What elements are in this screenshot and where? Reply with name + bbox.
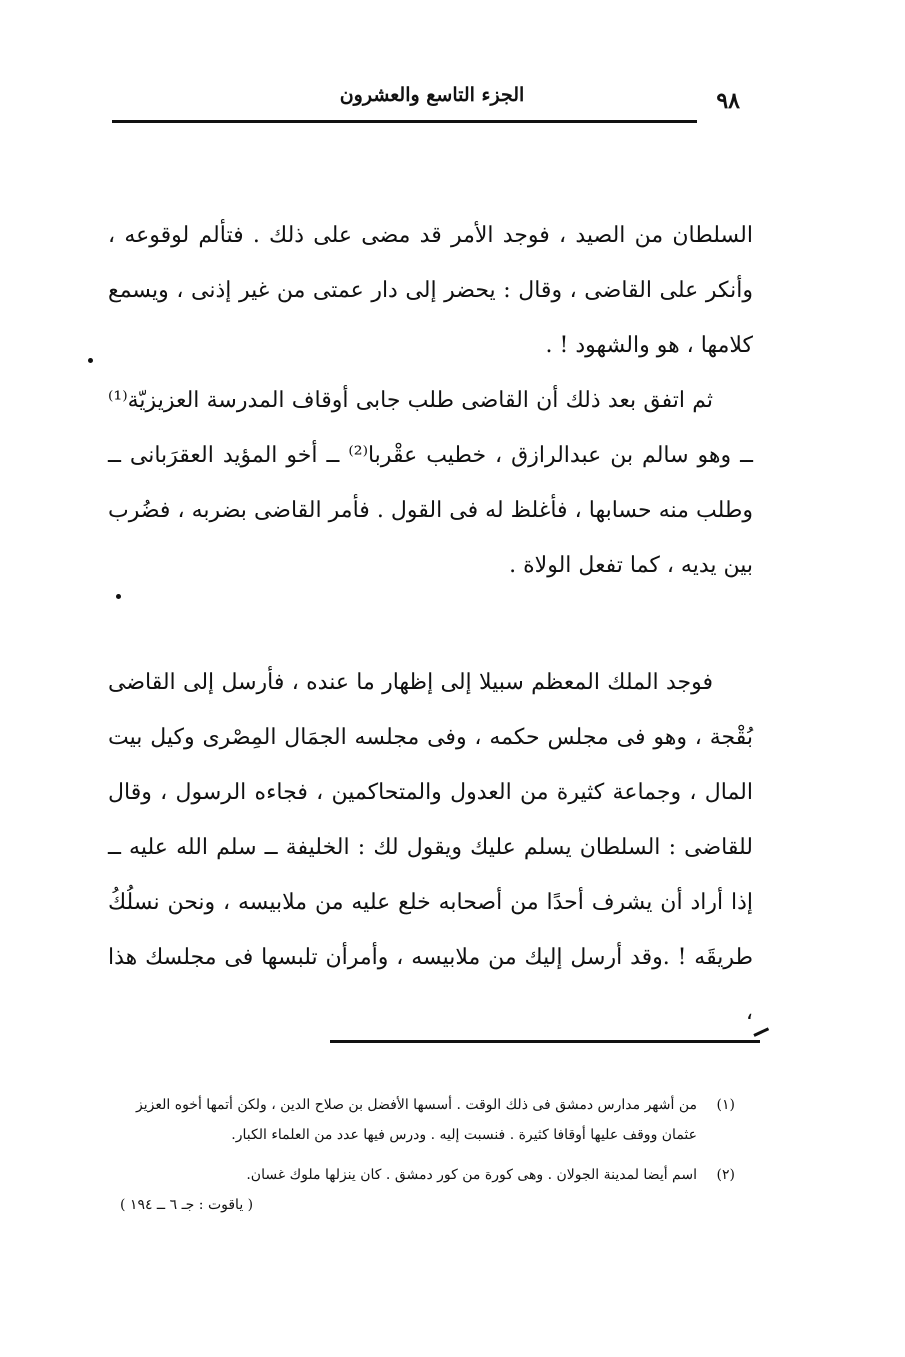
paragraph-1: السلطان من الصيد ، فوجد الأمر قد مضى على ذلك . فتألم لوقوعه ، وأنكر على القاضى ، وقال : يحضر إلى دار عمتى من غير إذنى ، ويسمع كلامها ، هو والشهود ! . bbox=[108, 223, 753, 358]
footnote-2 bbox=[110, 1160, 735, 1220]
header-rule bbox=[112, 120, 697, 123]
paragraph-3: فوجد الملك المعظم سبيلا إلى إظهار ما عنده ، فأرسل إلى القاضى بُقْجة ، وهو فى مجلس حكمه ، وفى مجلسه الجمَال المِصْرى وكيل بيت المال ، وجماعة كثيرة من العدول والمتحاكمين ، فجاءه الرسول ، وقال للقاضى : السلطان يسلم عليك ويقول لك : الخليفة ــ سلم الله عليه ــ إذا أراد أن يشرف أحدًا من أصحابه خلع عليه من ملابيسه ، ونحن نسلُكُ طريقَه ! .وقد أرسل إليك من ملابيسه ، وأمرأن تلبسها فى مجلسك هذا ، bbox=[108, 670, 753, 1025]
footnote-text: اسم أيضا لمدينة الجولان . وهى كورة من كور دمشق . كان ينزلها ملوك غسان. bbox=[246, 1167, 697, 1183]
footnote-number: (١) bbox=[716, 1097, 735, 1113]
footnotes bbox=[110, 1090, 735, 1230]
footnote-rule bbox=[330, 1040, 760, 1043]
footnote-source: ( ياقوت : جـ ٦ ــ ١٩٤ ) bbox=[120, 1197, 254, 1213]
footnote-rule-tail bbox=[753, 1027, 769, 1036]
running-title: الجزء التاسع والعشرون bbox=[339, 84, 525, 106]
page-header bbox=[112, 78, 752, 122]
footnote-text: من أشهر مدارس دمشق فى ذلك الوقت . أسسها الأفضل بن صلاح الدين ، ولكن أتمها أخوه العزيز عثمان ووقف عليها أوقافا كثيرة . فنسبت إليه . ودرس فيها عدد من العلماء الكبار. bbox=[136, 1097, 697, 1143]
footnote-number: (٢) bbox=[716, 1167, 735, 1183]
page-number: ٩٨ bbox=[716, 88, 740, 114]
ink-speck bbox=[88, 358, 93, 363]
paragraph-2: ثم اتفق بعد ذلك أن القاضى طلب جابى أوقاف المدرسة العزيزيّة⁽¹⁾ ــ وهو سالم بن عبدالرازق ، خطيب عقْربا⁽²⁾ ــ أخو المؤيد العقرَبانى ــ وطلب منه حسابها ، فأغلظ له فى القول . فأمر القاضى بضربه ، فضُرب بين يديه ، كما تفعل الولاة . bbox=[108, 388, 753, 578]
main-text bbox=[108, 208, 753, 1040]
footnote-1 bbox=[110, 1090, 735, 1150]
ink-speck bbox=[116, 594, 121, 599]
